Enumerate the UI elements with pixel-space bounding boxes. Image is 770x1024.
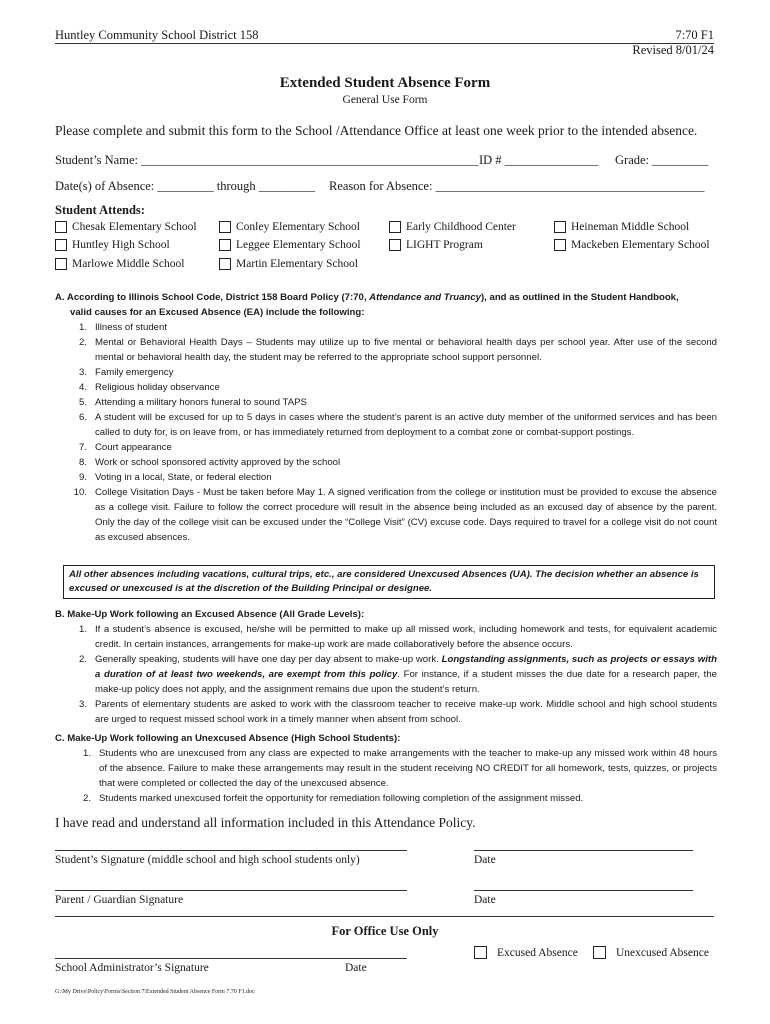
excused-causes-list	[55, 320, 717, 545]
parent-signature-line[interactable]	[55, 890, 407, 891]
checkbox-icon[interactable]	[554, 239, 566, 251]
section-b	[55, 607, 717, 727]
list-item: 10. College Visitation Days - Must be taken before May 1. A signed verification from the college or institution must be provided to excuse the absence as a college visit. Failure to follow the correct procedure will result in the absence being included as an excused day of absence by the parent. Only the day of the college visit can be excused under the “College Visit” (CV) excuse code. Days required to travel for a college visit do not count as excused absences.	[73, 487, 717, 543]
unexcused-absence-option[interactable]: Unexcused Absence	[593, 946, 709, 959]
parent-date-line[interactable]	[474, 890, 693, 891]
revised-date: Revised 8/01/24	[632, 43, 714, 57]
form-title: Extended Student Absence Form	[279, 75, 491, 91]
absence-dates-field[interactable]: Date(s) of Absence: _________ through _________	[55, 179, 316, 193]
checkbox-icon[interactable]	[219, 239, 231, 251]
parent-signature-label: Parent / Guardian Signature	[55, 894, 184, 906]
school-option-marlowe[interactable]: Marlowe Middle School	[55, 258, 184, 270]
section-a-heading-line2: valid causes for an Excused Absence (EA) include the following:	[70, 307, 365, 318]
school-option-early-childhood[interactable]: Early Childhood Center	[389, 221, 516, 233]
checkbox-icon[interactable]	[389, 221, 401, 233]
excused-absence-option[interactable]: Excused Absence	[474, 946, 578, 959]
list-item: 4. Religious holiday observance	[78, 382, 220, 393]
file-path-footer: G:\My Drive\Policy\Forms\Section 7\Extended Student Absence Form 7.70 F1.doc	[55, 989, 255, 995]
acknowledgement-text: I have read and understand all information included in this Attendance Policy.	[55, 815, 476, 830]
student-date-line[interactable]	[474, 850, 693, 851]
section-a-heading: A. According to Illinois School Code, District 158 Board Policy (7:70, Attendance and Truancy), and as outlined in the Student Handbook,	[55, 292, 679, 303]
list-item: 5. Attending a military honors funeral to sound TAPS	[78, 397, 307, 408]
checkbox-icon[interactable]	[55, 221, 67, 233]
student-date-label: Date	[474, 854, 496, 866]
checkbox-icon[interactable]	[219, 258, 231, 270]
admin-signature-line[interactable]	[55, 958, 407, 959]
student-signature-label: Student’s Signature (middle school and high school students only)	[55, 854, 360, 866]
student-name-field[interactable]: Student’s Name: ______________________________________________________	[55, 153, 479, 167]
section-a	[55, 290, 717, 545]
admin-date-label: Date	[345, 962, 367, 974]
student-signature-line[interactable]	[55, 850, 407, 851]
policy-code: 7:70 F1	[675, 28, 714, 42]
student-attends-label: Student Attends:	[55, 203, 145, 217]
list-item: 2. Mental or Behavioral Health Days – Students may utilize up to five mental or behavioral health days per school year. After use of the second mental or behavioral health day, the student may be referred to the appropriate school support personnel.	[78, 337, 717, 363]
office-use-title: For Office Use Only	[331, 924, 439, 938]
checkbox-icon[interactable]	[55, 258, 67, 270]
school-option-martin[interactable]: Martin Elementary School	[219, 258, 358, 270]
section-c	[55, 731, 717, 806]
school-option-light[interactable]: LIGHT Program	[389, 239, 483, 251]
list-item: 9. Voting in a local, State, or federal election	[78, 472, 272, 483]
office-divider	[55, 916, 714, 917]
district-name: Huntley Community School District 158	[55, 28, 259, 42]
list-item: 2. Students marked unexcused forfeit the opportunity for remediation following completion of the assignment missed.	[82, 793, 584, 804]
list-item: 7. Court appearance	[78, 442, 172, 453]
school-option-heineman[interactable]: Heineman Middle School	[554, 221, 689, 233]
checkbox-icon[interactable]	[219, 221, 231, 233]
section-b-heading: B. Make-Up Work following an Excused Absence (All Grade Levels):	[55, 609, 365, 620]
checkbox-icon[interactable]	[474, 946, 487, 959]
list-item: 3. Family emergency	[78, 367, 174, 378]
list-item: 3. Parents of elementary students are asked to work with the classroom teacher to receive make-up work. Middle school and high school students are urged to request missed school work in a timely manner when absent from school.	[78, 699, 717, 725]
header-divider	[55, 43, 714, 44]
school-option-huntley-high[interactable]: Huntley High School	[55, 239, 170, 251]
list-item: 1. If a student’s absence is excused, he/she will be permitted to make up all missed work, including homework and tests, for equivalent academic credit. In certain instances, arrangements for make-up work are made collaboratively before the absence occurs.	[78, 624, 717, 650]
checkbox-icon[interactable]	[389, 239, 401, 251]
intro-text: Please complete and submit this form to the School /Attendance Office at least one week prior to the intended absence.	[55, 123, 698, 138]
school-option-mackeben[interactable]: Mackeben Elementary School	[554, 239, 710, 251]
absence-reason-field[interactable]: Reason for Absence: ___________________________________________	[329, 179, 705, 193]
admin-signature-label: School Administrator’s Signature	[55, 962, 209, 974]
checkbox-icon[interactable]	[593, 946, 606, 959]
student-id-field[interactable]: ID # _______________	[479, 153, 599, 167]
school-option-chesak[interactable]: Chesak Elementary School	[55, 221, 197, 233]
list-item: 6. A student will be excused for up to 5 days in cases where the student’s parent is an active duty member of the uniformed services and has been called to duty for, is on leave from, or has immediately returned from deployment to a combat zone or combat-support postings.	[78, 412, 717, 438]
checkbox-icon[interactable]	[554, 221, 566, 233]
list-item: 1. Students who are unexcused from any class are expected to make arrangements with the teacher to make-up any missed work within 48 hours of the absence. Failure to make these arrangements may result in the student receiving NO CREDIT for all homework, tests, quizzes, or projects that were completed or collected the day of the unexcused absence.	[82, 748, 717, 789]
form-subtitle: General Use Form	[342, 94, 428, 106]
checkbox-icon[interactable]	[55, 239, 67, 251]
parent-date-label: Date	[474, 894, 496, 906]
list-item: 8. Work or school sponsored activity approved by the school	[78, 457, 341, 468]
unexcused-absence-notice: All other absences including vacations, cultural trips, etc., are considered Unexcused Absences (UA). The decision whether an absence is excused or unexcused is at the discretion of the Building Principal or designee.	[63, 565, 715, 599]
school-option-conley[interactable]: Conley Elementary School	[219, 221, 360, 233]
section-c-heading: C. Make-Up Work following an Unexcused Absence (High School Students):	[55, 733, 401, 744]
list-item: 1. Illness of student	[78, 322, 167, 333]
school-option-leggee[interactable]: Leggee Elementary School	[219, 239, 361, 251]
list-item: 2. Generally speaking, students will have one day per day absent to make-up work. Longstanding assignments, such as projects or essays with a duration of at least two weekends, are exempt from this policy. For instance, if a student misses the due date for a research paper, the make-up policy does not apply, and the assignment remains due upon the student’s return.	[78, 654, 717, 695]
grade-field[interactable]: Grade: _________	[615, 153, 709, 167]
